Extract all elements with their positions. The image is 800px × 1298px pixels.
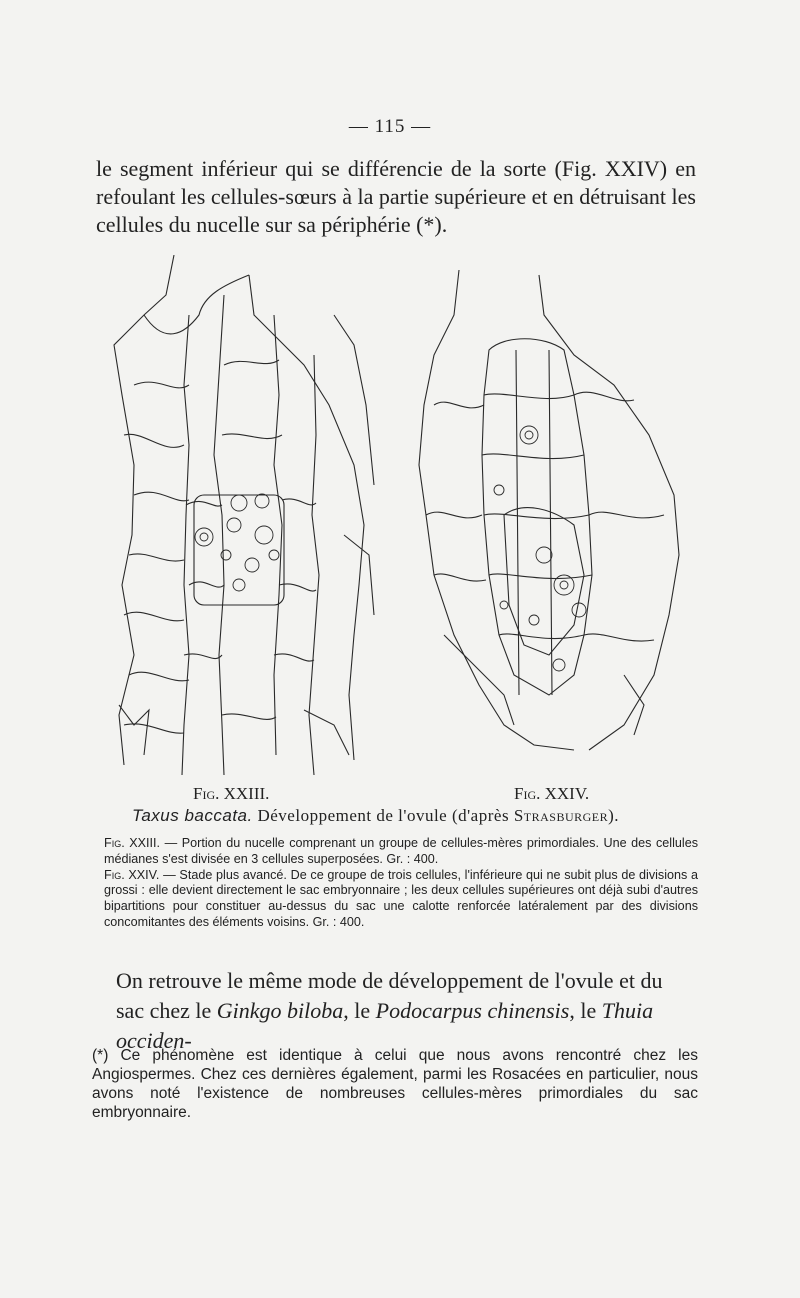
page-number: — 115 — — [348, 116, 432, 137]
podocarpus-name: Podocarpus chinensis — [375, 998, 570, 1023]
main-paragraph-part2: , le — [343, 998, 376, 1023]
figure-title-text: Développement de l'ovule (d'après — [257, 806, 510, 825]
figure-title-close: ). — [608, 806, 620, 825]
figures-illustration — [104, 255, 694, 780]
legend-fig24-text: — Stade plus avancé. De ce groupe de trois cellules, l'inférieure qui ne subit plus de divisions a grossi : elle devient directement le sac embryonnaire ; les deux cellules supérieures ont déjà subi d'autres bipartitions pour constituer au-dessus du sac une calotte renforcée latéralement par des divisions concomitantes des éléments voisins. Gr. : 400. — [104, 867, 699, 929]
thuia-name: Thuia occiden- — [116, 998, 654, 1053]
legend-fig24-label: Fig. XXIV. — [104, 867, 160, 882]
main-paragraph-part1: On retrouve le même mode de développement de l'ovule et du sac chez le — [116, 968, 663, 1023]
fig23-caption: Fig. XXIII. — [193, 784, 270, 803]
top-paragraph: le segment inférieur qui se différencie de la sorte (Fig. XXIV) en refoulant les cellules-sœurs à la partie supérieure et en détruisant les cellules du nucelle sur sa périphérie (*). — [96, 156, 696, 237]
main-paragraph — [116, 966, 696, 1056]
legend-fig23 — [104, 836, 698, 868]
fig24-caption: Fig. XXIV. — [514, 784, 590, 803]
figure-legend — [104, 836, 698, 931]
ginkgo-name: Ginkgo biloba — [216, 998, 344, 1023]
legend-fig24 — [104, 868, 698, 931]
footnote: (*) Ce phénomène est identique à celui que nous avons rencontré chez les Angiospermes. Chez ces dernières également, parmi les Rosacées en particulier, nous avons noté l'existence de nombreuses cellules-mères primordiales du sac embryonnaire. — [92, 1047, 698, 1121]
fig24-drawing — [419, 270, 679, 750]
legend-fig23-text: — Portion du nucelle comprenant un groupe de cellules-mères primordiales. Une des cellules médianes s'est divisée en 3 cellules superposées. Gr. : 400. — [104, 836, 698, 866]
figure-author: Strasburger — [513, 806, 609, 825]
fig23-drawing — [114, 255, 374, 775]
cell-drawings — [104, 255, 694, 780]
species-name: Taxus baccata. — [132, 806, 253, 825]
legend-fig23-label: Fig. XXIII. — [104, 836, 161, 850]
figure-title — [132, 806, 692, 826]
main-paragraph-part3: , le — [569, 998, 602, 1023]
